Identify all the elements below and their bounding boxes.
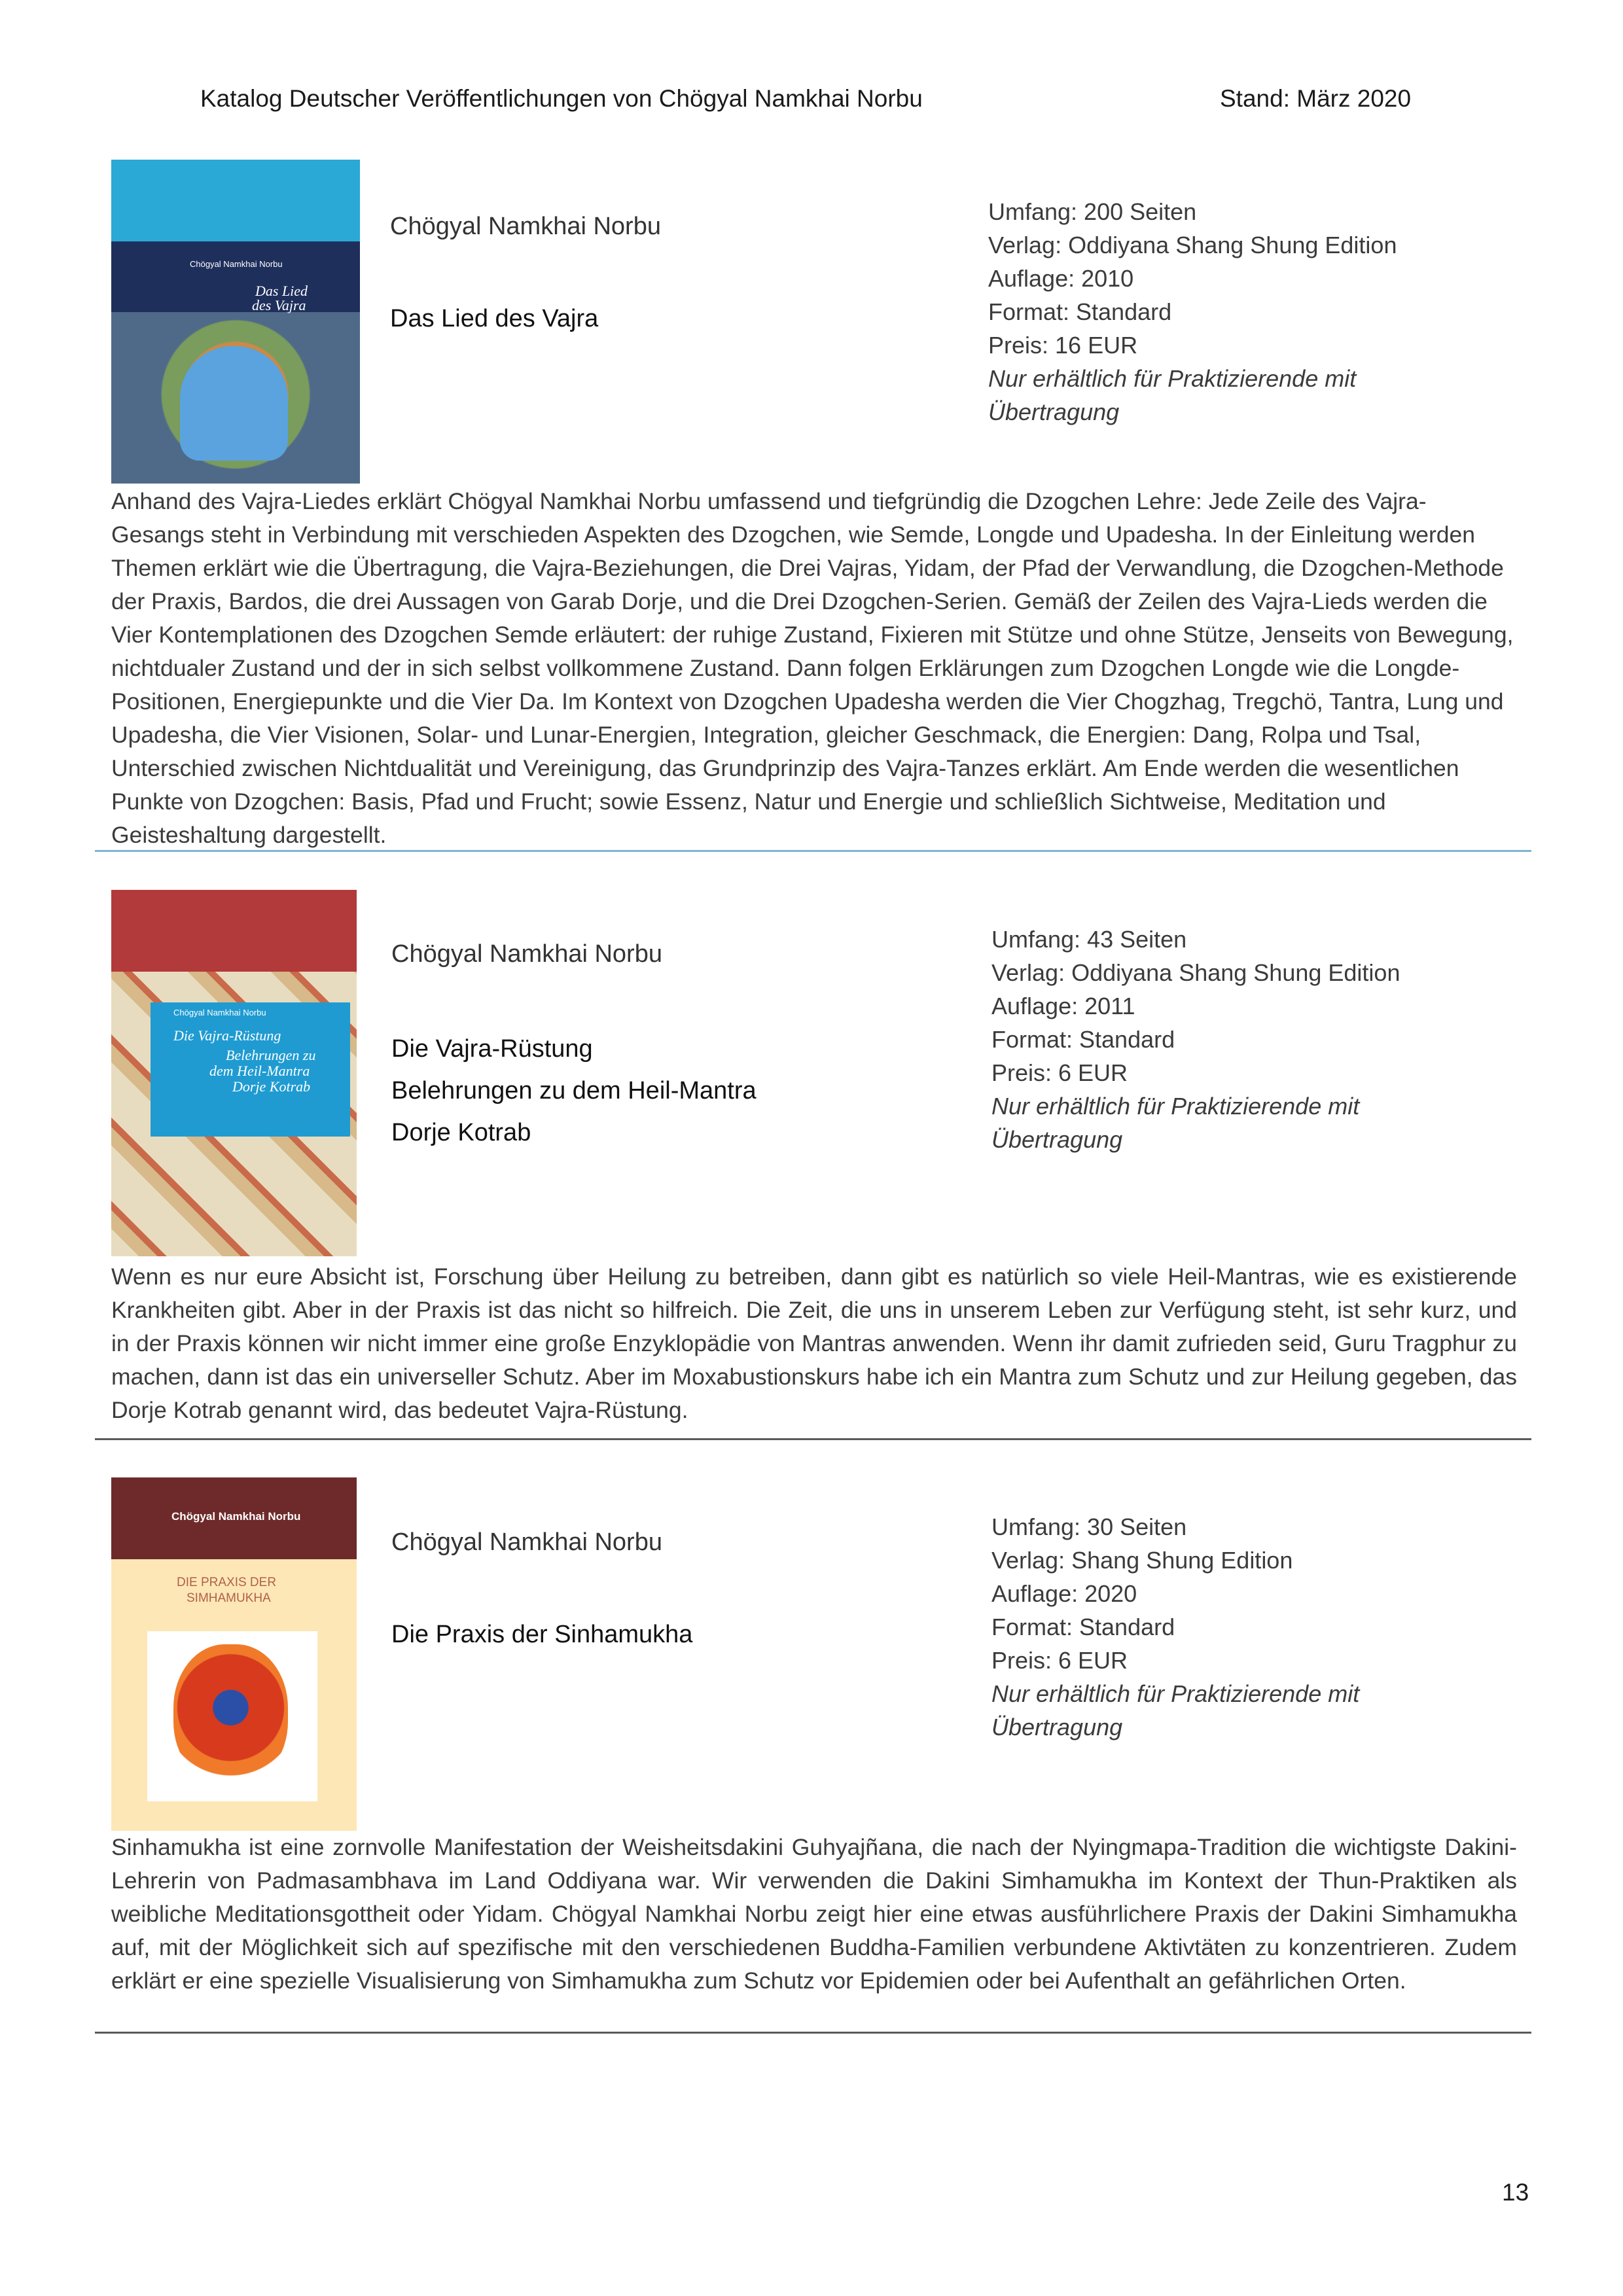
book-title-1 [390, 298, 598, 340]
cover-title-1a: Das Lied [255, 283, 308, 299]
book-title-1-line: Das Lied des Vajra [390, 305, 599, 332]
book-title-3 [391, 1614, 692, 1655]
catalog-title: Katalog Deutscher Veröffentlichungen von Chögyal Namkhai Norbu [200, 85, 923, 112]
meta-note: Übertragung [988, 398, 1120, 425]
divider [95, 850, 1531, 852]
meta-note: Nur erhältlich für Praktizierende mit [991, 1680, 1360, 1707]
book-description-1: Anhand des Vajra-Liedes erklärt Chögyal Namkhai Norbu umfassend und tiefgründig die Dzogchen Lehre: Jede Zeile des Vajra-Gesangs steht in Verbindung mit verschieden Aspekten des Dzogchen, wie Semde, Longde und Upadesha. In der Einleitung werden Themen erklärt wie die Übertragung, die Vajra-Beziehungen, die Drei Vajras, Yidam, der Pfad der Verwandlung, die Dzogchen-Methode der Praxis, Bardos, die drei Aussagen von Garab Dorje, und die Drei Dzogchen-Serien. Gemäß der Zeilen des Vajra-Lieds werden die Vier Kontemplationen des Dzogchen Semde erläutert: der ruhige Zustand, Fixieren mit Stütze und ohne Stütze, Jenseits von Bewegung, nichtdualer Zustand und der in sich selbst vollkommene Zustand. Dann folgen Erklärungen zum Dzogchen Longde wie die Longde-Positionen, Energiepunkte und die Vier Da. Im Kontext von Dzogchen Upadesha werden die Vier Chogzhag, Tregchö, Tantra, Lung und Upadesha, die Vier Visionen, Solar- und Lunar-Energien, Integration, gleicher Geschmack, die Energien: Dang, Rolpa und Tsal, Unterschied zwischen Nichtdualität und Vereinigung, das Grundprinzip des Vajra-Tanzes erklärt. Am Ende werden die wesentlichen Punkte von Dzogchen: Basis, Pfad und Frucht; sowie Essenz, Natur und Energie und schließlich Sichtweise, Meditation und Geisteshaltung dargestellt. [111, 488, 1514, 848]
meta-format: Format: Standard [991, 1614, 1175, 1640]
meta-auflage: Auflage: 2020 [991, 1580, 1137, 1607]
book-cover-1 [111, 160, 360, 484]
book-meta-1 [988, 195, 1397, 429]
meta-preis: Preis: 6 EUR [991, 1059, 1128, 1086]
page-number: 13 [1502, 2179, 1529, 2206]
meta-format: Format: Standard [988, 298, 1172, 325]
cover-author-2: Chögyal Namkhai Norbu [173, 1008, 266, 1017]
book-author-1: Chögyal Namkhai Norbu [390, 213, 661, 240]
meta-note: Übertragung [991, 1126, 1123, 1153]
cover-author-1: Chögyal Namkhai Norbu [190, 259, 283, 269]
book-author-3: Chögyal Namkhai Norbu [391, 1528, 662, 1556]
catalog-date: Stand: März 2020 [1220, 85, 1412, 112]
meta-umfang: Umfang: 43 Seiten [991, 926, 1187, 953]
cover-title-2c: dem Heil-Mantra [209, 1063, 310, 1079]
book-description-3: Sinhamukha ist eine zornvolle Manifestation der Weisheitsdakini Guhyajñana, die nach der Nyingmapa-Tradition die wichtigste Dakini-Lehrerin von Padmasambhava im Land Oddiyana war. Wir verwenden die Dakini Simhamukha im Kontext der Thun-Praktiken als weibliche Meditationsgottheit oder Yidam. Chögyal Namkhai Norbu zeigt hier eine etwas ausführlichere Praxis der Dakini Simhamukha auf, mit der Möglichkeit sich auf spezifische mit den verschiedenen Buddha-Familien verbundene Aktivtäten zu konzentrieren. Zudem erklärt er eine spezielle Visualisierung von Simhamukha zum Schutz vor Epidemien oder bei Aufenthalt an gefährlichen Orten. [111, 1834, 1517, 1994]
cover-title-1b: des Vajra [252, 297, 306, 313]
meta-note: Übertragung [991, 1714, 1123, 1740]
meta-note: Nur erhältlich für Praktizierende mit [988, 365, 1357, 392]
meta-format: Format: Standard [991, 1026, 1175, 1053]
meta-verlag: Verlag: Shang Shung Edition [991, 1547, 1293, 1574]
book-title-2-line: Die Vajra-Rüstung [391, 1035, 593, 1063]
meta-verlag: Verlag: Oddiyana Shang Shung Edition [991, 959, 1400, 986]
book-title-2-line: Belehrungen zu dem Heil-Mantra [391, 1077, 757, 1104]
book-meta-2 [991, 923, 1400, 1156]
meta-preis: Preis: 16 EUR [988, 332, 1138, 359]
cover-title-2a: Die Vajra-Rüstung [173, 1027, 281, 1044]
book-description-2: Wenn es nur eure Absicht ist, Forschung über Heilung zu betreiben, dann gibt es natürlich so viele Heil-Mantras, wie es existierende Krankheiten gibt. Aber in der Praxis ist das nicht so hilfreich. Die Zeit, die uns in unserem Leben zur Verfügung steht, ist sehr kurz, und in der Praxis können wir nicht immer eine große Enzyklopädie von Mantras anwenden. Wenn ihr damit zufrieden seid, Guru Tragphur zu machen, dann ist das ein universeller Schutz. Aber im Moxabustionskurs habe ich ein Mantra zum Schutz und zur Heilung gegeben, das Dorje Kotrab genannt wird, das bedeutet Vajra-Rüstung. [111, 1263, 1517, 1423]
meta-verlag: Verlag: Oddiyana Shang Shung Edition [988, 232, 1397, 258]
meta-auflage: Auflage: 2011 [991, 993, 1135, 1019]
cover-title-2d: Dorje Kotrab [232, 1078, 311, 1095]
meta-umfang: Umfang: 200 Seiten [988, 198, 1197, 225]
cover-author-3: Chögyal Namkhai Norbu [171, 1510, 301, 1523]
meta-auflage: Auflage: 2010 [988, 265, 1134, 292]
meta-preis: Preis: 6 EUR [991, 1647, 1128, 1674]
meta-note: Nur erhältlich für Praktizierende mit [991, 1093, 1360, 1120]
book-cover-2 [111, 890, 357, 1256]
divider [95, 2032, 1531, 2034]
book-author-2: Chögyal Namkhai Norbu [391, 940, 662, 968]
cover-title-3b: SIMHAMUKHA [187, 1591, 271, 1605]
book-title-2-line: Dorje Kotrab [391, 1119, 531, 1146]
meta-umfang: Umfang: 30 Seiten [991, 1513, 1187, 1540]
divider [95, 1438, 1531, 1440]
book-cover-3 [111, 1477, 357, 1831]
cover-title-3a: DIE PRAXIS DER [177, 1576, 277, 1589]
book-meta-3 [991, 1510, 1359, 1744]
book-title-3-line: Die Praxis der Sinhamukha [391, 1621, 693, 1648]
book-title-2 [391, 1028, 757, 1154]
cover-title-2b: Belehrungen zu [226, 1047, 316, 1063]
